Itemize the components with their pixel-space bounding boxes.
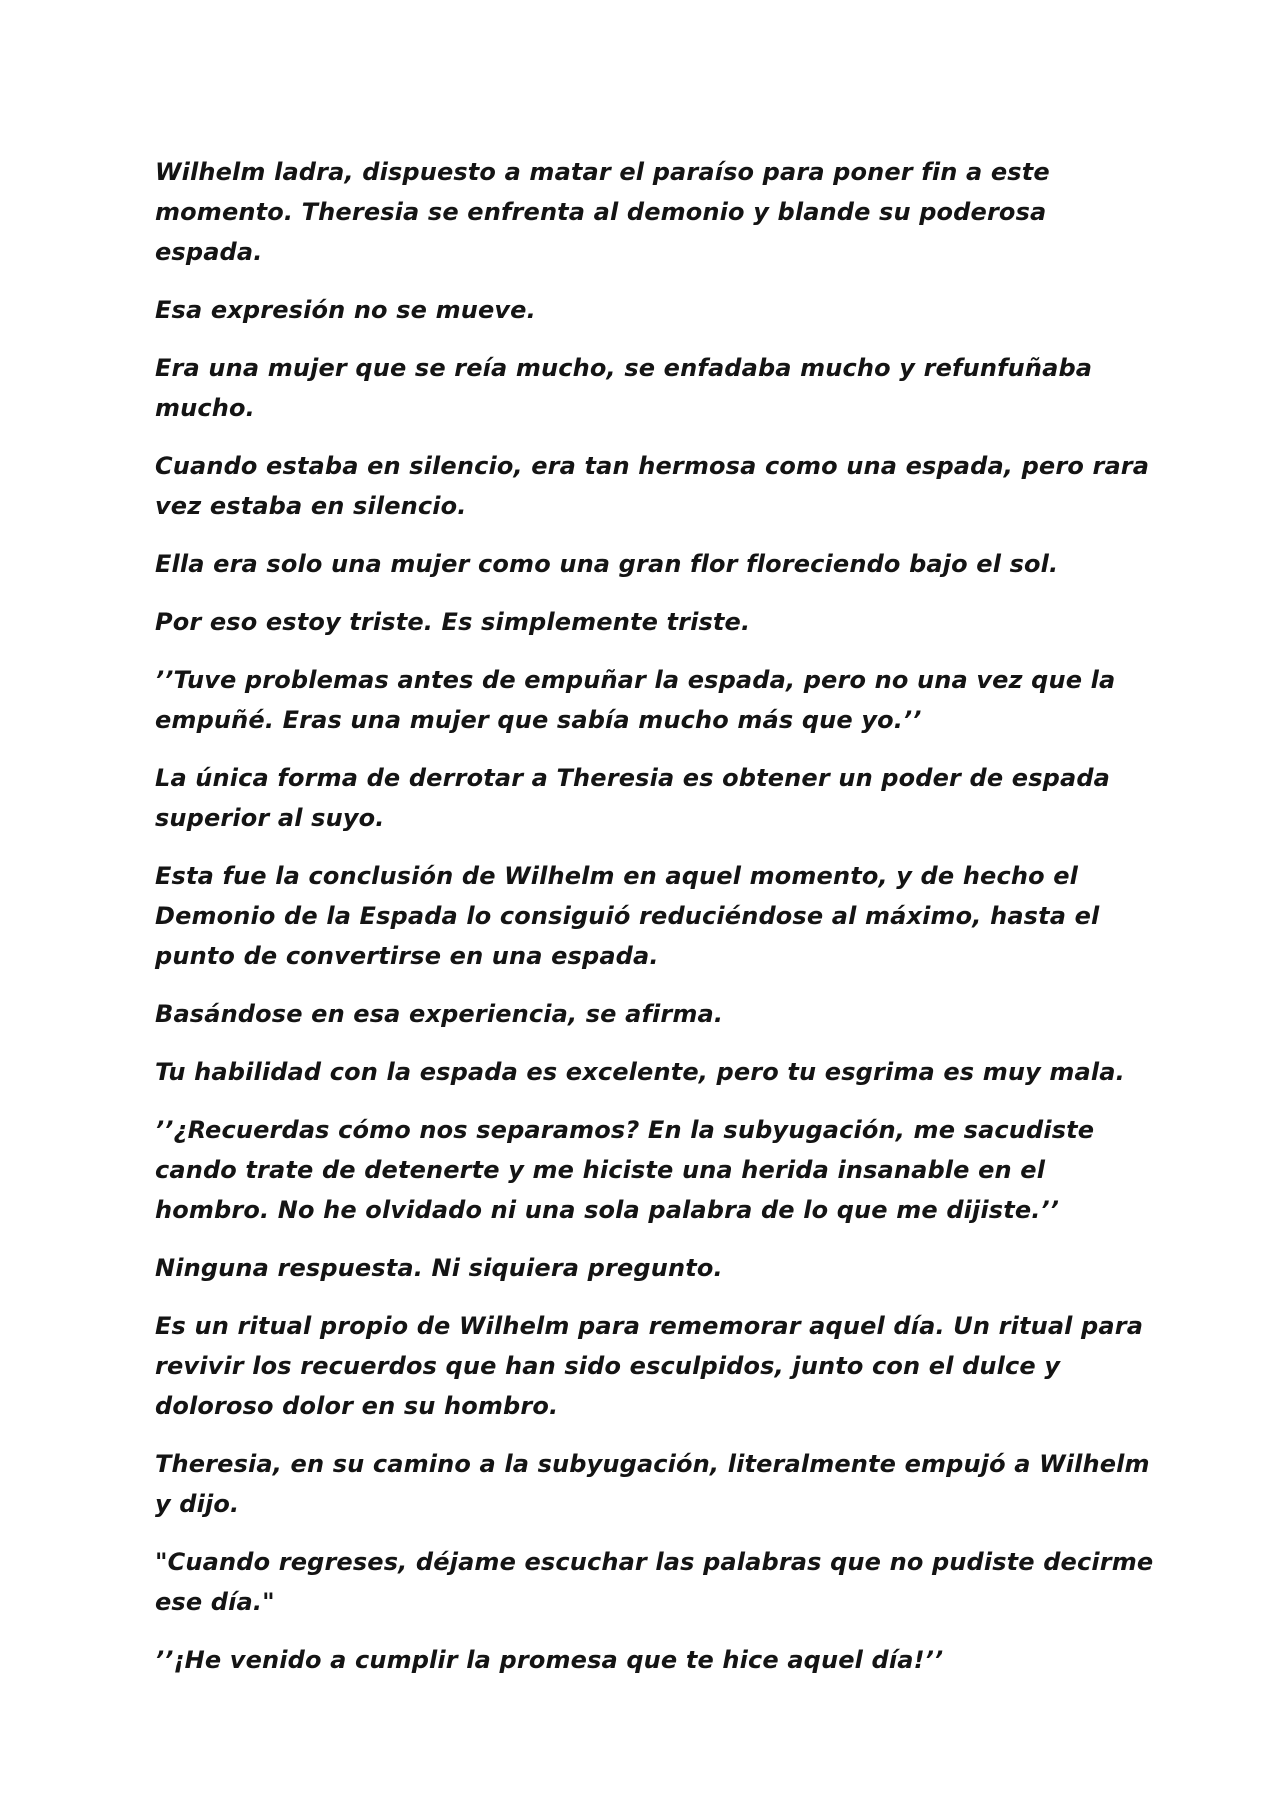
paragraph-15: Theresia, en su camino a la subyugación, literalmente empujó a Wilhelm y dijo.	[155, 1450, 1150, 1518]
paragraph-10: Basándose en esa experiencia, se afirma.	[155, 1000, 724, 1028]
paragraph-13: Ninguna respuesta. Ni siquiera pregunto.	[155, 1254, 723, 1282]
paragraph-11: Tu habilidad con la espada es excelente, pero tu esgrima es muy mala.	[155, 1058, 1125, 1086]
paragraph-6: Por eso estoy triste. Es simplemente triste.	[155, 608, 751, 636]
paragraph-14: Es un ritual propio de Wilhelm para rememorar aquel día. Un ritual para revivir los recuerdos que han sido esculpidos, junto con el dulce y doloroso dolor en su hombro.	[155, 1312, 1144, 1420]
paragraph-5: Ella era solo una mujer como una gran flor floreciendo bajo el sol.	[155, 550, 1059, 578]
paragraph-9: Esta fue la conclusión de Wilhelm en aquel momento, y de hecho el Demonio de la Espada lo consiguió reduciéndose al máximo, hasta el punto de convertirse en una espada.	[155, 862, 1100, 970]
paragraph-17: ’’¡He venido a cumplir la promesa que te hice aquel día!’’	[155, 1646, 944, 1674]
paragraph-2: Esa expresión no se mueve.	[155, 296, 536, 324]
paragraph-1: Wilhelm ladra, dispuesto a matar el paraíso para poner fin a este momento. Theresia se enfrenta al demonio y blande su poderosa espada.	[155, 158, 1050, 266]
paragraph-12: ’’¿Recuerdas cómo nos separamos? En la subyugación, me sacudiste cando trate de detenerte y me hiciste una herida insanable en el hombro. No he olvidado ni una sola palabra de lo que me dijiste.’’	[155, 1116, 1095, 1224]
paragraph-7: ’’Tuve problemas antes de empuñar la espada, pero no una vez que la empuñé. Eras una mujer que sabía mucho más que yo.’’	[155, 666, 1116, 734]
paragraph-4: Cuando estaba en silencio, era tan hermosa como una espada, pero rara vez estaba en silencio.	[155, 452, 1150, 520]
document-body	[155, 152, 1155, 1698]
paragraph-3: Era una mujer que se reía mucho, se enfadaba mucho y refunfuñaba mucho.	[155, 354, 1093, 422]
paragraph-16: "Cuando regreses, déjame escuchar las palabras que no pudiste decirme ese día."	[155, 1548, 1154, 1616]
paragraph-8: La única forma de derrotar a Theresia es obtener un poder de espada superior al suyo.	[155, 764, 1111, 832]
